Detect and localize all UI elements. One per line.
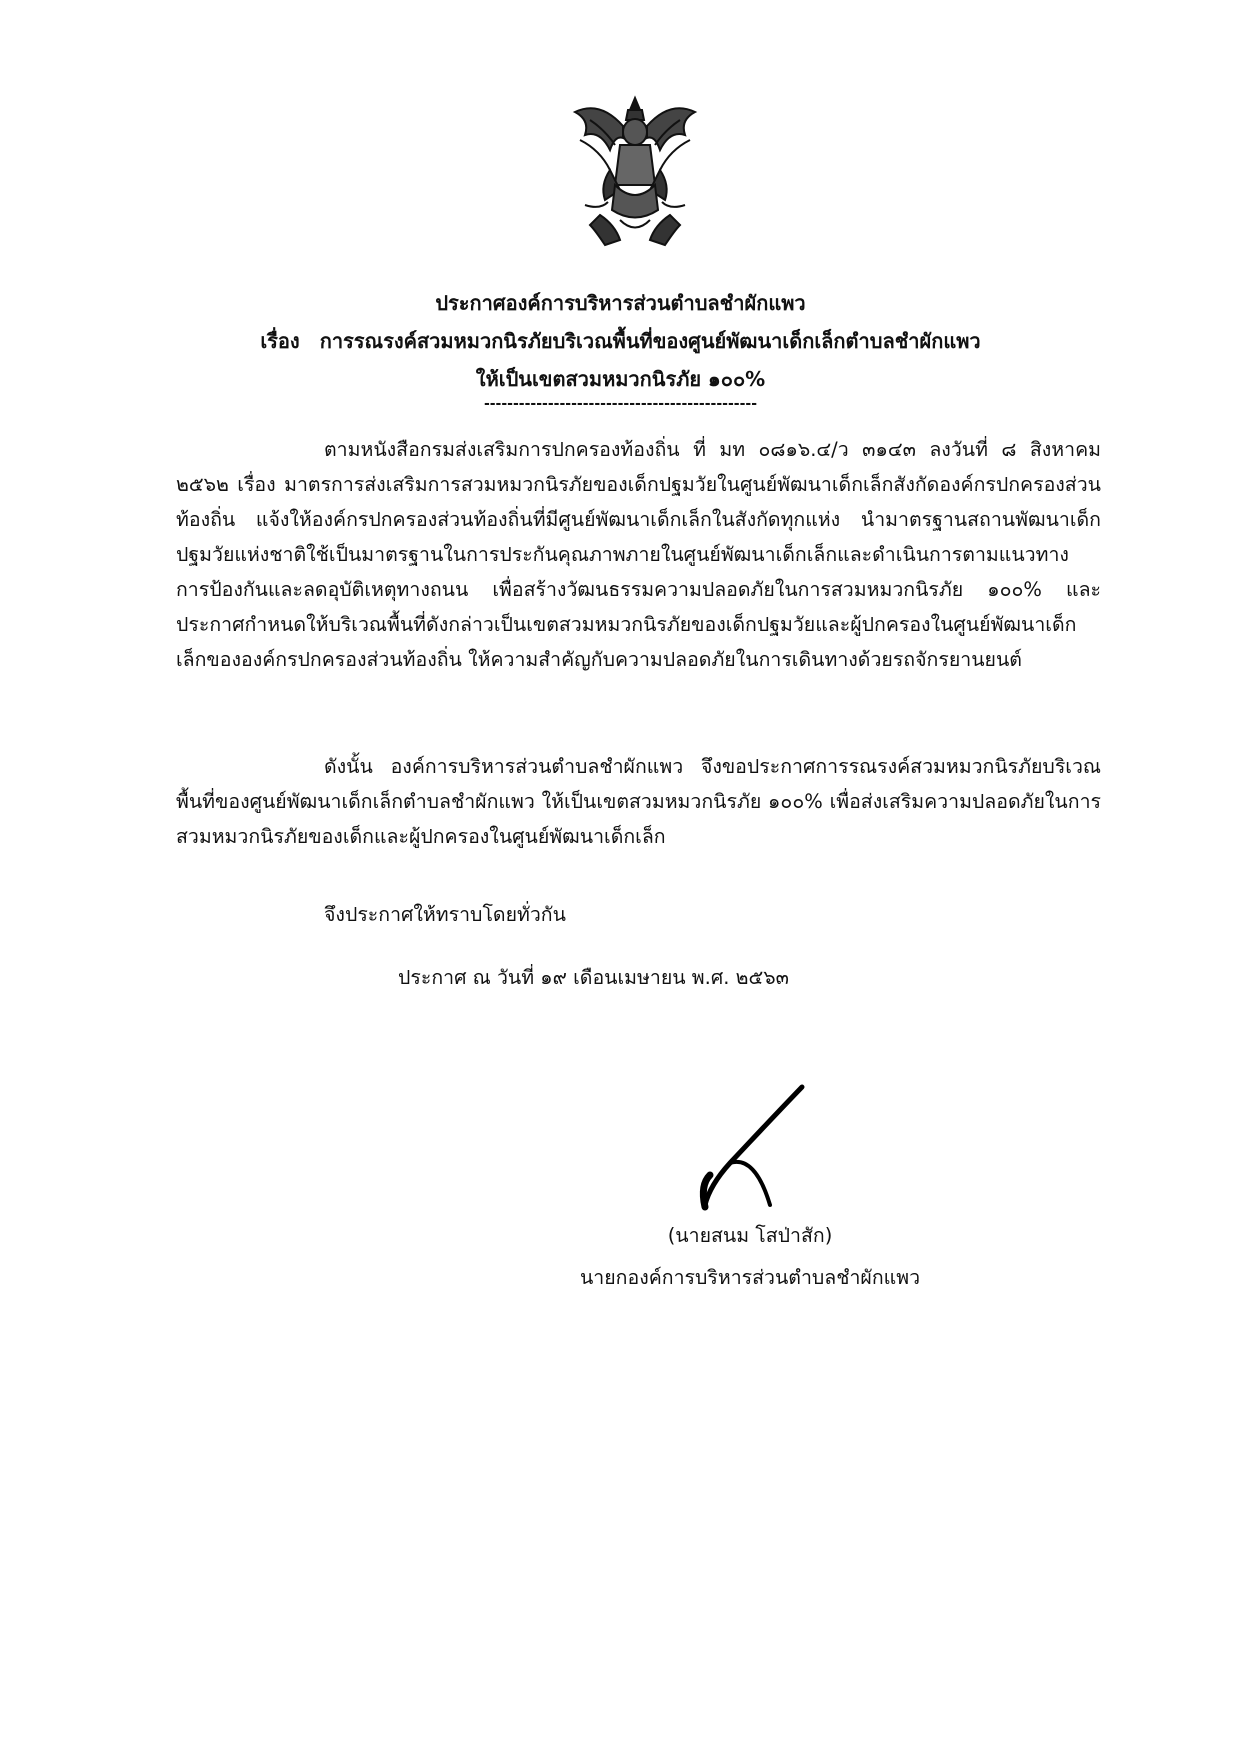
closing-line: จึงประกาศให้ทราบโดยทั่วกัน: [324, 903, 566, 926]
handwritten-signature: [690, 1075, 820, 1215]
signer-title: นายกองค์การบริหารส่วนตำบลชำผักแพว: [579, 1266, 921, 1289]
body-paragraph-1: ตามหนังสือกรมส่งเสริมการปกครองท้องถิ่น ที่ มท ๐๘๑๖.๔/ว ๓๑๔๓ ลงวันที่ ๘ สิงหาคม ๒๕๖๒ เรื่อง มาตรการส่งเสริมการสวมหมวกนิรภัยของเด็กปฐมวัยในศูนย์พัฒนาเด็กเล็กสังกัดองค์กรปกครองส่วนท้องถิ่น แจ้งให้องค์กรปกครองส่วนท้องถิ่นที่มีศูนย์พัฒนาเด็กเล็กในสังกัดทุกแห่ง นำมาตรฐานสถานพัฒนาเด็กปฐมวัยแห่งชาติใช้เป็นมาตรฐานในการประกันคุณภาพภายในศูนย์พัฒนาเด็กเล็กและดำเนินการตามแนวทางการป้องกันและลดอุบัติเหตุทางถนน เพื่อสร้างวัฒนธรรมความปลอดภัยในการสวมหมวกนิรภัย ๑๐๐% และประกาศกำหนดให้บริเวณพื้นที่ดังกล่าวเป็นเขตสวมหมวกนิรภัยของเด็กปฐมวัยและผู้ปกครองในศูนย์พัฒนาเด็กเล็กขององค์กรปกครองส่วนท้องถิ่น ให้ความสำคัญกับความปลอดภัยในการเดินทางด้วยรถจักรยานยนต์: [176, 438, 1101, 671]
subject-line: [0, 325, 1241, 357]
subject-text: การรณรงค์สวมหมวกนิรภัยบริเวณพื้นที่ของศูนย์พัฒนาเด็กเล็กตำบลชำผักแพว: [319, 329, 981, 353]
header-divider: -----------------------------------------------: [483, 396, 758, 412]
announcement-title: ประกาศองค์การบริหารส่วนตำบลชำผักแพว: [435, 291, 806, 315]
signer-name: (นายสนม โสป่าสัก): [667, 1224, 833, 1247]
subject-label: เรื่อง: [260, 329, 300, 353]
body-paragraph-2: ดังนั้น องค์การบริหารส่วนตำบลชำผักแพว จึงขอประกาศการรณรงค์สวมหมวกนิรภัยบริเวณพื้นที่ของศูนย์พัฒนาเด็กเล็กตำบลชำผักแพว ให้เป็นเขตสวมหมวกนิรภัย ๑๐๐% เพื่อส่งเสริมความปลอดภัยในการสวมหมวกนิรภัยของเด็กและผู้ปกครองในศูนย์พัฒนาเด็กเล็ก: [176, 755, 1101, 848]
garuda-emblem-icon: [560, 90, 710, 250]
announcement-date: ประกาศ ณ วันที่ ๑๙ เดือนเมษายน พ.ศ. ๒๕๖๓: [398, 966, 789, 989]
subject-continuation: ให้เป็นเขตสวมหมวกนิรภัย ๑๐๐%: [475, 367, 766, 391]
